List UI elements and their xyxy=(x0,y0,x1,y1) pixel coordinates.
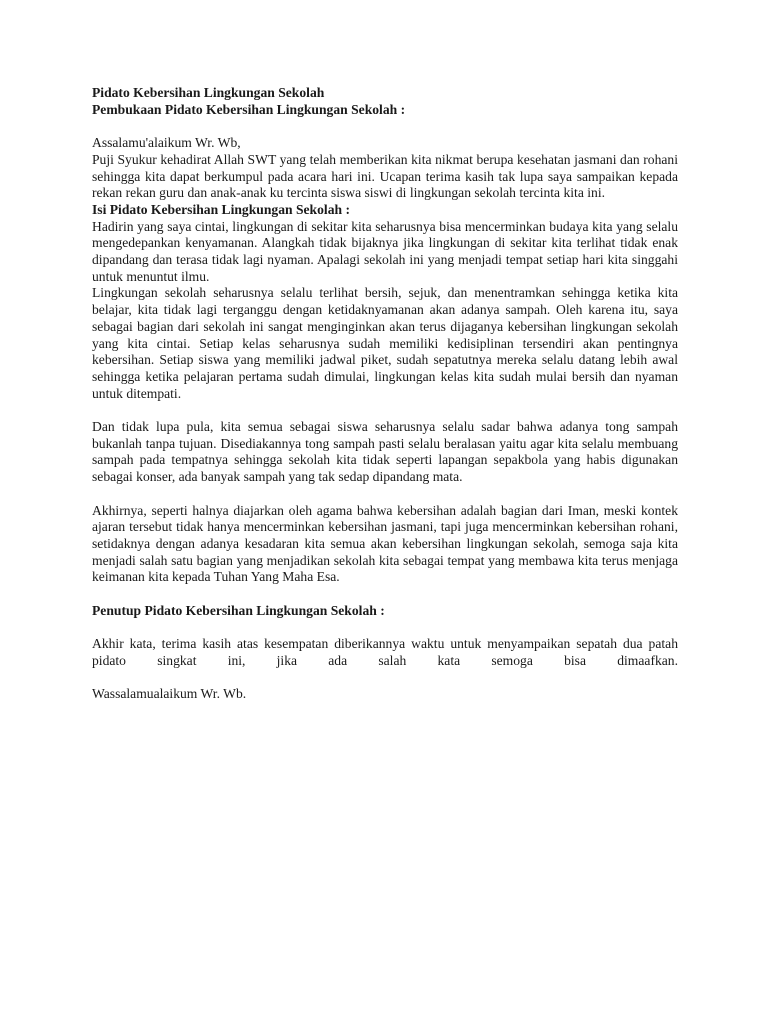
paragraph-isi-3: Dan tidak lupa pula, kita semua sebagai siswa seharusnya selalu sadar bahwa adanya tong sampah bukanlah tanpa tujuan. Disediakannya tong sampah pasti selalu beralasan yaitu agar kita selalu membuang sampah pada tempatnya sehingga sekolah kita tidak seperti lapangan sepakbola yang habis digunakan sebagai konser, ada banyak sampah yang tak sedap dipandang mata. xyxy=(92,419,678,485)
doc-title: Pidato Kebersihan Lingkungan Sekolah xyxy=(92,85,325,100)
document-text-block xyxy=(92,85,678,703)
paragraph-isi-1: Hadirin yang saya cintai, lingkungan di sekitar kita seharusnya bisa mencerminkan budaya kita yang selalu mengedepankan kenyamanan. Alangkah tidak bijaknya jika lingkungan di sekitar kita terlihat tidak enak dipandang dan terasa tidak lagi nyaman. Apalagi sekolah ini yang menjadi tempat setiap hari kita singgahi untuk menuntut ilmu. xyxy=(92,218,678,284)
greeting-line: Assalamu'alaikum Wr. Wb, xyxy=(92,135,241,151)
blank-line xyxy=(92,619,678,636)
blank-line xyxy=(92,586,678,603)
paragraph-penutup: Akhir kata, terima kasih atas kesempatan diberikannya waktu untuk menyampaikan sepatah dua patah pidato singkat ini, jika ada salah kata semoga bisa dimaafkan. xyxy=(92,636,678,668)
paragraph-pembukaan: Puji Syukur kehadirat Allah SWT yang telah memberikan kita nikmat berupa kesehatan jasmani dan rohani sehingga kita dapat berkumpul pada acara hari ini. Ucapan terima kasih tak lupa saya sampaikan kepada rekan rekan guru dan anak-anak ku tercinta siswa siswi di lingkungan sekolah tercinta kita ini. xyxy=(92,151,678,201)
section-heading-penutup: Penutup Pidato Kebersihan Lingkungan Sekolah : xyxy=(92,602,385,618)
blank-line xyxy=(92,402,678,419)
blank-line xyxy=(92,670,678,687)
section-heading-isi: Isi Pidato Kebersihan Lingkungan Sekolah : xyxy=(92,201,350,217)
blank-line xyxy=(92,118,678,135)
paragraph-isi-2: Lingkungan sekolah seharusnya selalu terlihat bersih, sejuk, dan menentramkan sehingga ketika kita belajar, kita tidak lagi terganggu dengan ketidaknyamanan akan adanya sampah. Oleh karena itu, saya sebagai bagian dari sekolah ini sangat menginginkan akan terus dijaganya kebersihan lingkungan sekolah yang kita cintai. Setiap kelas seharusnya sudah memiliki kedisiplinan tersendiri akan pentingnya kebersihan. Setiap siswa yang memiliki jadwal piket, sudah sepatutnya mereka selalu datang lebih awal sehingga ketika pelajaran pertama sudah dimulai, lingkungan kelas kita sudah mulai bersih dan nyaman untuk ditempati. xyxy=(92,285,678,401)
closing-line: Wassalamualaikum Wr. Wb. xyxy=(92,686,247,702)
section-heading-pembukaan: Pembukaan Pidato Kebersihan Lingkungan Sekolah : xyxy=(92,101,406,117)
paragraph-isi-4: Akhirnya, seperti halnya diajarkan oleh agama bahwa kebersihan adalah bagian dari Iman, meski kontek ajaran tersebut tidak hanya mencerminkan kebersihan jasmani, tapi juga mencerminkan kebersihan rohani, setidaknya dengan adanya kesadaran kita semua akan kebersihan lingkungan sekolah, semoga saja kita menjadi salah satu bagian yang menjadikan sekolah kita sebagai tempat yang membawa kita terus menjaga keimanan kita kepada Tuhan Yang Maha Esa. xyxy=(92,502,678,585)
blank-line xyxy=(92,486,678,503)
